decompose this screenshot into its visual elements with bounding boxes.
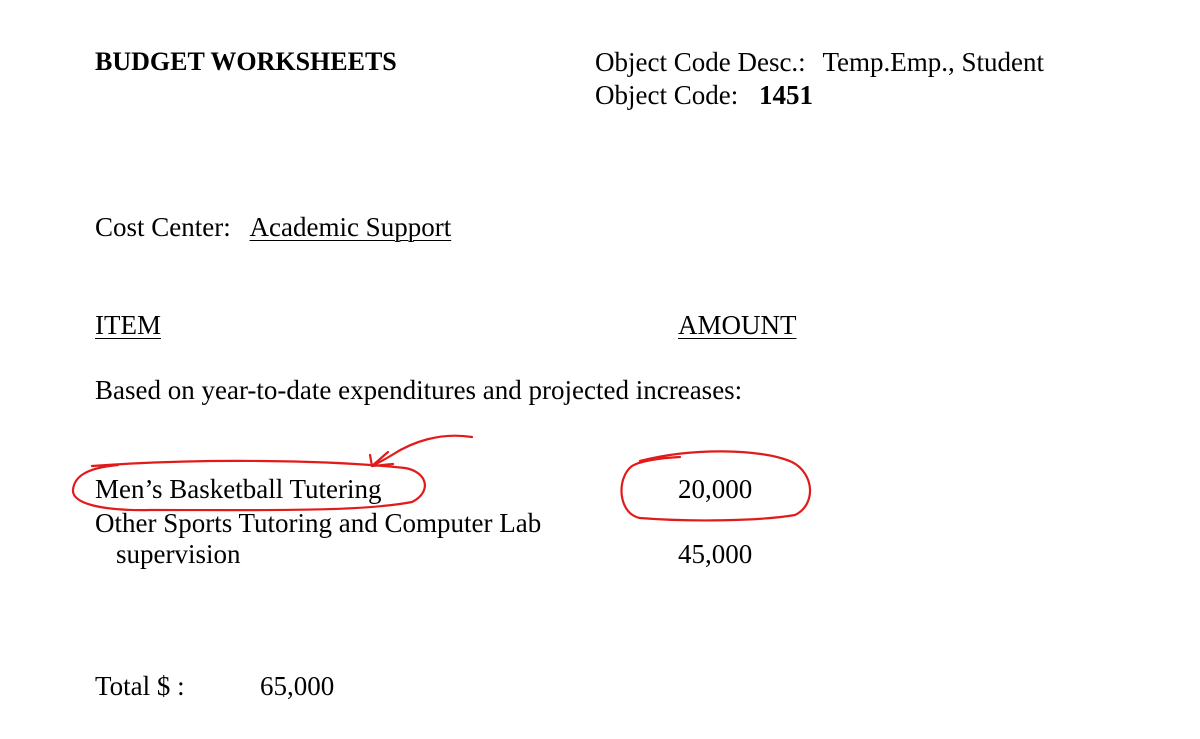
object-code-value: 1451 — [758, 80, 813, 110]
line-item-label: Other Sports Tutoring and Computer Lab — [95, 508, 542, 538]
amount-column-header: AMOUNT — [678, 310, 797, 340]
line-item-label: Men’s Basketball Tutering — [95, 474, 382, 504]
annotation-arrow-icon — [372, 436, 472, 466]
object-code-desc-label: Object Code Desc.: — [595, 47, 806, 77]
total-label: Total $ : — [95, 671, 185, 701]
annotation-arrow-head — [372, 452, 393, 466]
line-item-amount: 20,000 — [678, 474, 753, 504]
line-item-label-continuation: supervision — [116, 539, 241, 569]
object-code-label: Object Code: — [595, 80, 739, 110]
cost-center-value: Academic Support — [249, 212, 452, 242]
object-code-desc — [595, 46, 1044, 78]
line-item-amount: 45,000 — [678, 539, 753, 569]
cost-center-label: Cost Center: — [95, 212, 231, 242]
item-column-header: ITEM — [95, 310, 161, 340]
cost-center — [95, 211, 451, 243]
object-code-desc-value: Temp.Emp., Student — [822, 47, 1045, 77]
object-code — [595, 79, 813, 111]
total-value: 65,000 — [260, 671, 335, 701]
annotation-arrow-tick — [370, 455, 372, 466]
page-title: BUDGET WORKSHEETS — [95, 47, 397, 76]
basis-note: Based on year-to-date expenditures and projected increases: — [95, 375, 743, 405]
